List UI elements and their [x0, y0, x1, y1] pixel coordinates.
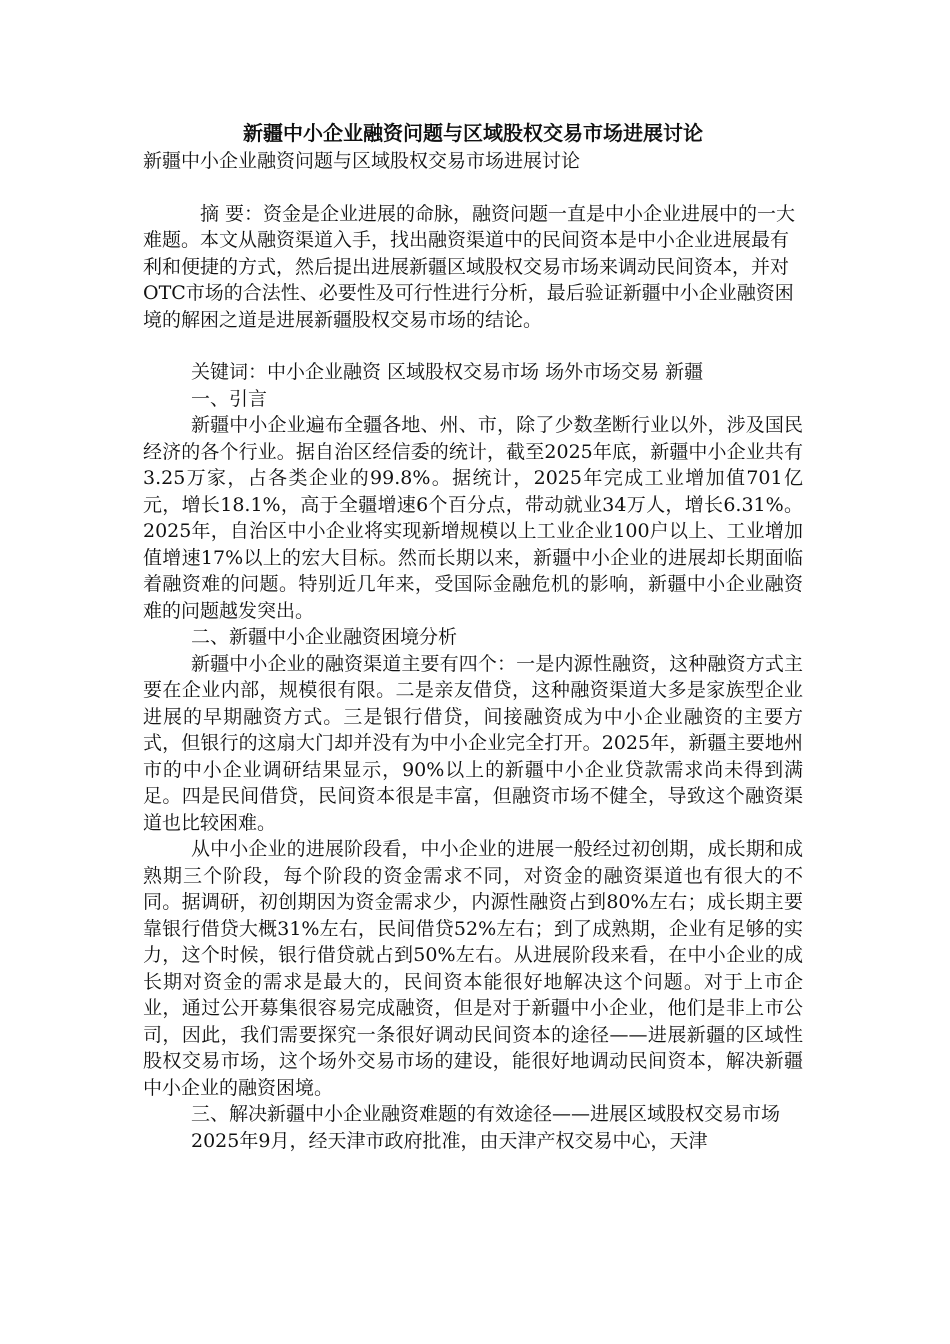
- paragraph: 新疆中小企业的融资渠道主要有四个：一是内源性融资，这种融资方式主要在企业内部，规模很有限。二是亲友借贷，这种融资渠道大多是家族型企业进展的早期融资方式。三是银行借贷，间接融资成为中小企业融资的主要方式，但银行的这扇大门却并没有为中小企业完全打开。2025年，新疆主要地州市的中小企业调研结果显示，90%以上的新疆中小企业贷款需求尚未得到满足。四是民间借贷，民间资本很是丰富，但融资市场不健全，导致这个融资渠道也比较困难。: [143, 652, 803, 834]
- document-page: [143, 118, 803, 1154]
- section-heading-3: 三、解决新疆中小企业融资难题的有效途径——进展区域股权交易市场: [191, 1103, 781, 1125]
- document-subtitle: 新疆中小企业融资问题与区域股权交易市场进展讨论: [143, 150, 581, 172]
- abstract: 摘 要：资金是企业进展的命脉，融资问题一直是中小企业进展中的一大难题。本文从融资渠道入手，找出融资渠道中的民间资本是中小企业进展最有利和便捷的方式，然后提出进展新疆区域股权交易市场来调动民间资本，并对OTC市场的合法性、必要性及可行性进行分析，最后验证新疆中小企业融资困境的解困之道是进展新疆股权交易市场的结论。: [143, 202, 796, 331]
- section-heading-2: 二、新疆中小企业融资困境分析: [191, 626, 458, 648]
- section-heading-1: 一、引言: [191, 387, 268, 410]
- keywords: 关键词：中小企业融资 区域股权交易市场 场外市场交易 新疆: [191, 361, 704, 383]
- spacer: [143, 333, 803, 359]
- spacer: [143, 175, 803, 201]
- document-title: 新疆中小企业融资问题与区域股权交易市场进展讨论: [243, 121, 703, 145]
- paragraph: 2025年9月，经天津市政府批准，由天津产权交易中心，天津: [191, 1129, 708, 1152]
- paragraph: 新疆中小企业遍布全疆各地、州、市，除了少数垄断行业以外，涉及国民经济的各个行业。据自治区经信委的统计，截至2025年底，新疆中小企业共有3.25万家，占各类企业的99.8%。据统计，2025年完成工业增加值701亿元，增长18.1%，高于全疆增速6个百分点，带动就业34万人，增长6.31%。2025年，自治区中小企业将实现新增规模以上工业企业100户以上、工业增加值增速17%以上的宏大目标。然而长期以来，新疆中小企业的进展却长期面临着融资难的问题。特别近几年来，受国际金融危机的影响，新疆中小企业融资难的问题越发突出。: [143, 414, 803, 622]
- paragraph: 从中小企业的进展阶段看，中小企业的进展一般经过初创期，成长期和成熟期三个阶段，每个阶段的资金需求不同，对资金的融资渠道也有很大的不同。据调研，初创期因为资金需求少，内源性融资占到80%左右；成长期主要靠银行借贷大概31%左右，民间借贷52%左右；到了成熟期，企业有足够的实力，这个时候，银行借贷就占到50%左右。从进展阶段来看，在中小企业的成长期对资金的需求是最大的，民间资本能很好地解决这个问题。对于上市企业，通过公开募集很容易完成融资，但是对于新疆中小企业，他们是非上市公司，因此，我们需要探究一条很好调动民间资本的途径——进展新疆的区域性股权交易市场，这个场外交易市场的建设，能很好地调动民间资本，解决新疆中小企业的融资困境。: [143, 838, 803, 1099]
